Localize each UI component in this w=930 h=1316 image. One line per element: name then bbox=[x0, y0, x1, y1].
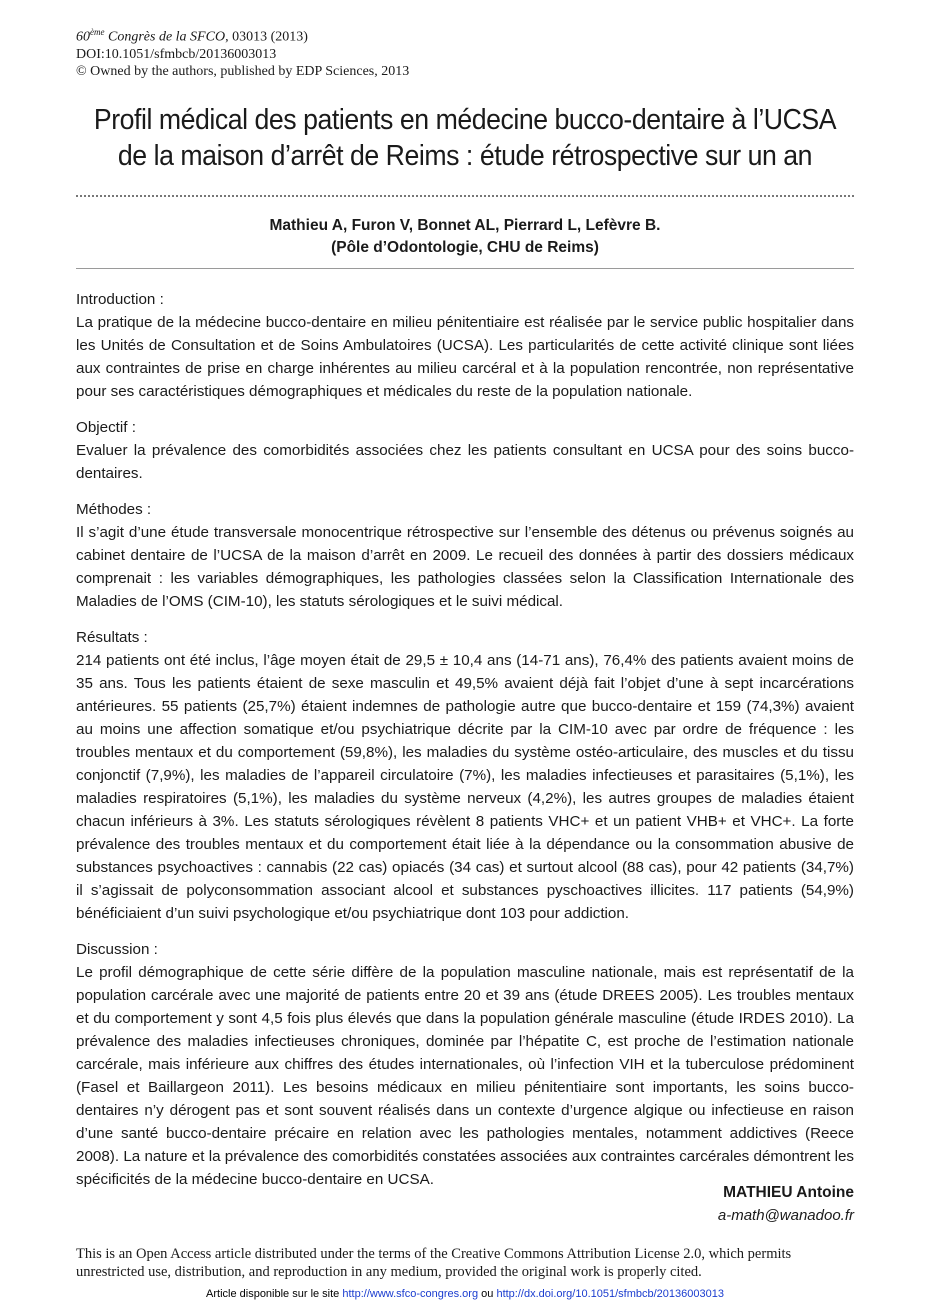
section-heading: Introduction : bbox=[76, 291, 164, 308]
availability-footer bbox=[0, 1288, 930, 1300]
abstract-body bbox=[76, 288, 854, 1204]
section-discussion bbox=[76, 938, 854, 1191]
copyright-line: © Owned by the authors, published by EDP Sciences, 2013 bbox=[76, 63, 410, 79]
author-names: Mathieu A, Furon V, Bonnet AL, Pierrard L, Lefèvre B. bbox=[269, 217, 661, 234]
section-text: Le profil démographique de cette série diffère de la population masculine nationale, mais est représentatif de la population carcérale avec une majorité de patients entre 20 et 39 ans (étude DREES 2005). Les troubles mentaux et du comportement y sont 4,5 fois plus élevés que dans la population générale masculine (étude IRDES 2010). La prévalence des maladies infectieuses chroniques, dominée par l’hépatite C, est proche de l’estimation nationale carcérale, mais inférieure aux chiffres des études internationales, où l’infection VIH et la tuberculose prédominent (Fasel et Baillargeon 2011). Les besoins médicaux en milieu pénitentiaire sont importants, les soins bucco-dentaires n’y dérogent pas et sont souvent réalisés dans un contexte d’urgence algique ou infectieuse en raison d’une santé bucco-dentaire précaire en relation avec les pathologies mentales, notamment addictives (Reece 2008). La nature et la prévalence des comorbidités constatées associées aux contraintes carcérales démontrent les spécificités de la médecine bucco-dentaire en UCSA. bbox=[76, 964, 854, 1188]
footer-prefix: Article disponible sur le site bbox=[206, 1288, 343, 1300]
doi-link[interactable]: http://dx.doi.org/10.1051/sfmbcb/20136003013 bbox=[496, 1288, 724, 1300]
section-text: 214 patients ont été inclus, l’âge moyen était de 29,5 ± 10,4 ans (14-71 ans), 76,4% des patients avaient moins de 35 ans. Tous les patients étaient de sexe masculin et 49,5% avaient déjà fait l’objet d’une à sept incarcérations antérieures. 55 patients (25,7%) étaient indemnes de pathologie autre que bucco-dentaire et 159 (74,3%) avaient au moins une affection somatique et/ou psychiatrique décrite par la CIM-10 avec par ordre de fréquence : les troubles mentaux et du comportement (59,8%), les maladies du système ostéo-articulaire, des muscles et du tissu conjonctif (7,9%), les maladies de l’appareil circulatoire (7%), les maladies infectieuses et parasitaires (5,1%), les maladies respiratoires (5,1%), les maladies du système nerveux (4,2%), les autres groupes de maladies étaient chacun inférieurs à 3%. Les statuts sérologiques révèlent 8 patients VHC+ et un patient VHB+ et VHC+. La forte prévalence des troubles mentaux et du comportement était liée à la dépendance ou la consommation abusive de substances psychoactives : cannabis (22 cas) opiacés (34 cas) et surtout alcool (88 cas), pour 42 patients (34,7%) il s’agissait de polyconsommation associant alcool et substances pyschoactives illicites. 117 patients (54,9%) bénéficiaient d’un suivi psychologique et/ou psychiatrique dont 103 pour addiction. bbox=[76, 652, 854, 922]
section-heading: Discussion : bbox=[76, 941, 158, 958]
dotted-divider bbox=[76, 195, 854, 197]
congress-number-suffix: ème bbox=[90, 27, 105, 37]
section-text: La pratique de la médecine bucco-dentaire en milieu pénitentiaire est réalisée par le service public hospitalier dans les Unités de Consultation et de Soins Ambulatoires (UCSA). Les particularités de cette activité clinique sont liées aux contraintes de prise en charge inhérentes au milieu carcéral et à la population rencontrée, non représentative pour ses caractéristiques démographiques et médicales du reste de la population nationale. bbox=[76, 314, 854, 400]
section-introduction bbox=[76, 288, 854, 403]
doi-line: DOI:10.1051/sfmbcb/20136003013 bbox=[76, 46, 277, 62]
section-text: Evaluer la prévalence des comorbidités associées chez les patients consultant en UCSA pour des soins bucco-dentaires. bbox=[76, 442, 854, 482]
signature-name: MATHIEU Antoine bbox=[723, 1184, 854, 1201]
section-heading: Résultats : bbox=[76, 629, 148, 646]
author-affiliation: (Pôle d’Odontologie, CHU de Reims) bbox=[331, 239, 599, 256]
congress-name: Congrès de la SFCO bbox=[104, 29, 226, 45]
congress-line bbox=[76, 24, 409, 46]
section-methodes bbox=[76, 498, 854, 613]
footer-middle: ou bbox=[478, 1288, 497, 1300]
signature-email: a-math@wanadoo.fr bbox=[717, 1207, 854, 1224]
article-title: Profil médical des patients en médecine bucco-dentaire à l’UCSA de la maison d’arrêt de Reims : étude rétrospective sur un an bbox=[93, 104, 837, 172]
section-resultats bbox=[76, 626, 854, 925]
section-heading: Méthodes : bbox=[76, 501, 152, 518]
license-notice: This is an Open Access article distributed under the terms of the Creative Commons Attribution License 2.0, which permits unrestricted use, distribution, and reproduction in any medium, provided the original work is properly cited. bbox=[76, 1246, 792, 1280]
section-text: Il s’agit d’une étude transversale monocentrique rétrospective sur l’ensemble des détenus ou prévenus soignés au cabinet dentaire de l’UCSA de la maison d’arrêt en 2009. Le recueil des données à partir des dossiers médicaux comprenait : les variables démographiques, les pathologies classées selon la Classification Internationale des Maladies de l’OMS (CIM-10), les statuts sérologiques et le suivi médical. bbox=[76, 524, 854, 610]
horizontal-rule bbox=[76, 268, 854, 269]
sfco-website-link[interactable]: http://www.sfco-congres.org bbox=[342, 1288, 479, 1300]
section-objectif bbox=[76, 416, 854, 485]
section-heading: Objectif : bbox=[76, 419, 136, 436]
congress-number: 60 bbox=[76, 29, 90, 45]
congress-reference: , 03013 (2013) bbox=[225, 29, 308, 45]
authors-block bbox=[76, 215, 854, 259]
journal-header bbox=[76, 24, 409, 80]
